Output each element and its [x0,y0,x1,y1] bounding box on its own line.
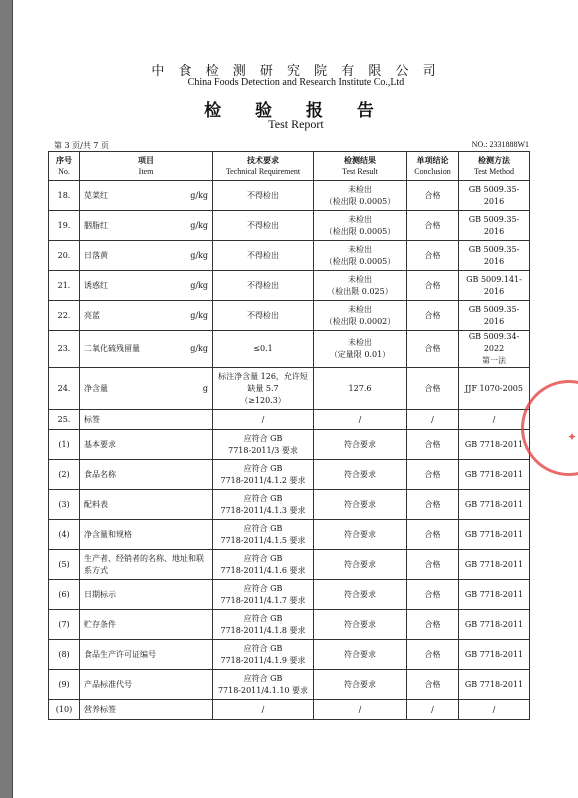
cell-requirement [213,331,314,368]
requirement-line: 7718-2011/4.1.2 要求 [220,475,306,485]
cell-requirement [213,211,314,241]
row-number: (6) [58,589,70,599]
cell-no [49,241,80,271]
item-unit: g [202,383,208,393]
item-unit: g/kg [190,220,208,230]
cell-method [459,700,530,720]
cell-conclusion [407,181,459,211]
row-number: (7) [58,619,70,629]
row-number: (9) [58,679,70,689]
row-number: (8) [58,649,70,659]
report-page [12,0,578,798]
table-row [49,670,530,700]
conclusion-text: 合格 [424,250,441,260]
conclusion-text: 合格 [424,649,441,659]
requirement-line: 缺量 5.7 [247,383,279,393]
cell-method [459,640,530,670]
result-line: （检出限 0.0002） [324,316,396,326]
col-header-method: 检测方法 Test Method [459,152,530,181]
result-line: 符合要求 [344,529,376,539]
item-name: 食品生产许可证编号 [84,649,156,659]
result-line: 未检出 [348,274,372,284]
row-number: 18. [57,190,71,200]
cell-conclusion [407,550,459,580]
requirement-line: 应符合 GB [243,463,283,473]
item-name: 净含量和规格 [84,529,132,539]
item-name: 二氧化硫残留量 [84,344,140,353]
table-row [49,331,530,368]
method-line: GB 7718-2011 [464,589,524,599]
cell-conclusion [407,211,459,241]
cell-no [49,520,80,550]
cell-no [49,580,80,610]
cell-method [459,331,530,368]
item-name: 基本要求 [84,439,116,449]
conclusion-text: 合格 [424,344,441,353]
cell-item [80,580,213,610]
result-line: 未检出 [348,304,372,314]
cell-result [314,430,407,460]
item-name: 亮蓝 [84,310,100,320]
requirement-line: / [261,704,265,714]
cell-conclusion [407,430,459,460]
result-line: / [358,704,362,714]
requirement-line: 不得检出 [247,220,279,230]
item-name: 生产者、经销者的名称、地址和联系方式 [84,553,204,575]
row-number: 19. [57,220,71,230]
conclusion-text: 合格 [424,679,441,689]
result-line: （检出限 0.025） [327,286,393,296]
item-name: 日期标示 [84,589,116,599]
cell-conclusion [407,640,459,670]
requirement-line: 不得检出 [247,310,279,320]
conclusion-text: 合格 [424,529,441,539]
table-row [49,430,530,460]
cell-no [49,410,80,430]
conclusion-text: 合格 [424,499,441,509]
cell-no [49,271,80,301]
requirement-line: 7718-2011/4.1.6 要求 [220,565,306,575]
method-line: GB 7718-2011 [464,499,524,509]
cell-conclusion [407,520,459,550]
cell-requirement [213,430,314,460]
method-line: GB 7718-2011 [464,529,524,539]
cell-requirement [213,181,314,211]
requirement-line: 7718-2011/4.1.7 要求 [220,595,306,605]
requirement-line: 应符合 GB [243,643,283,653]
table-header-row [49,152,530,181]
item-name: 苋菜红 [84,190,108,200]
cell-no [49,430,80,460]
requirement-line: 不得检出 [247,190,279,200]
method-line: GB 5009.35-2016 [468,214,520,236]
report-number: NO.: 2331888W1 [471,140,529,149]
method-line: GB 5009.35-2016 [468,304,520,326]
requirement-line: 7718-2011/4.1.5 要求 [220,535,306,545]
requirement-line: 应符合 GB [243,493,283,503]
conclusion-text: / [431,704,434,714]
item-unit: g/kg [190,190,208,200]
method-line: GB 5009.34-2022 [468,332,520,353]
cell-method [459,241,530,271]
item-name: 诱惑红 [84,280,108,290]
table-row [49,460,530,490]
cell-conclusion [407,610,459,640]
result-line: 符合要求 [344,619,376,629]
cell-item [80,301,213,331]
table-row [49,550,530,580]
cell-item [80,700,213,720]
conclusion-text: 合格 [424,589,441,599]
result-line: / [358,414,362,424]
requirement-line: 应符合 GB [243,523,283,533]
method-line: GB 7718-2011 [464,469,524,479]
conclusion-text: 合格 [424,439,441,449]
item-name: 日落黄 [84,250,108,260]
cell-no [49,331,80,368]
cell-requirement [213,241,314,271]
cell-item [80,241,213,271]
col-header-result: 检测结果 Test Result [314,152,407,181]
cell-method [459,271,530,301]
cell-item [80,410,213,430]
method-line: 第一法 [482,356,506,365]
col-header-requirement: 技术要求 Technical Requirement [213,152,314,181]
cell-requirement [213,368,314,410]
method-line: GB 7718-2011 [464,559,524,569]
requirement-line: ≤0.1 [253,344,273,353]
result-line: 符合要求 [344,589,376,599]
conclusion-text: 合格 [424,619,441,629]
method-line: / [492,704,496,714]
result-line: （检出限 0.0005） [324,256,396,266]
cell-result [314,550,407,580]
cell-no [49,368,80,410]
cell-requirement [213,301,314,331]
conclusion-text: 合格 [424,310,441,320]
report-title-en: Test Report [268,117,324,131]
cell-conclusion [407,241,459,271]
cell-method [459,610,530,640]
row-number: (4) [58,529,70,539]
col-header-item: 项目 Item [80,152,213,181]
requirement-line: 应符合 GB [243,673,283,683]
table-row [49,301,530,331]
cell-result [314,368,407,410]
row-number: (3) [58,499,70,509]
table-row [49,700,530,720]
cell-item [80,610,213,640]
cell-method [459,550,530,580]
cell-method [459,211,530,241]
table-row [49,181,530,211]
cell-item [80,670,213,700]
conclusion-text: 合格 [424,280,441,290]
cell-method [459,490,530,520]
cell-result [314,301,407,331]
result-line: （定量限 0.01） [329,350,391,359]
cell-result [314,490,407,520]
conclusion-text: 合格 [424,469,441,479]
method-line: GB 7718-2011 [464,649,524,659]
cell-method [459,301,530,331]
cell-result [314,211,407,241]
result-line: 符合要求 [344,439,376,449]
cell-result [314,640,407,670]
cell-conclusion [407,700,459,720]
requirement-line: 7718-2011/4.1.10 要求 [217,685,309,695]
item-unit: g/kg [190,344,208,353]
cell-result [314,610,407,640]
cell-item [80,368,213,410]
row-number: 24. [57,383,71,393]
cell-method [459,580,530,610]
requirement-line: 不得检出 [247,250,279,260]
requirement-line: / [261,414,265,424]
requirement-line: 应符合 GB [243,613,283,623]
cell-no [49,211,80,241]
requirement-line: 应符合 GB [243,433,283,443]
row-number: 22. [57,310,71,320]
conclusion-text: 合格 [424,559,441,569]
result-line: 127.6 [348,383,372,393]
item-unit: g/kg [190,310,208,320]
page-indicator: 第 3 页/共 7 页 [54,141,110,150]
cell-method [459,460,530,490]
cell-method [459,520,530,550]
requirement-line: 7718-2011/4.1.8 要求 [220,625,306,635]
item-name: 产品标准代号 [84,679,132,689]
cell-requirement [213,610,314,640]
row-number: (10) [55,704,73,714]
cell-item [80,490,213,520]
table-row [49,640,530,670]
cell-method [459,410,530,430]
cell-result [314,700,407,720]
cell-no [49,700,80,720]
item-name: 胭脂红 [84,220,108,230]
cell-result [314,241,407,271]
cell-no [49,640,80,670]
cell-result [314,271,407,301]
cell-method [459,670,530,700]
cell-no [49,670,80,700]
row-number: (5) [58,559,70,569]
result-line: 符合要求 [344,649,376,659]
requirement-line: 7718-2011/4.1.9 要求 [220,655,306,665]
requirement-line: （≥120.3） [240,395,286,405]
requirement-line: 标注净含量 126，允许短 [218,371,308,381]
item-name: 配料表 [84,499,108,509]
cell-result [314,670,407,700]
table-row [49,520,530,550]
requirement-line: 不得检出 [247,280,279,290]
cell-result [314,181,407,211]
table-row [49,490,530,520]
table-row [49,368,530,410]
cell-item [80,640,213,670]
item-name: 标签 [84,414,100,424]
cell-no [49,460,80,490]
result-line: 符合要求 [344,679,376,689]
cell-item [80,181,213,211]
seal-mark-icon: ✦ [566,430,577,444]
result-line: （检出限 0.0005） [324,226,396,236]
method-line: GB 7718-2011 [464,439,524,449]
cell-requirement [213,580,314,610]
cell-method [459,430,530,460]
cell-requirement [213,700,314,720]
cell-result [314,520,407,550]
conclusion-text: 合格 [424,383,441,393]
item-name: 营养标签 [84,704,116,714]
item-name: 贮存条件 [84,619,116,629]
item-name: 净含量 [84,383,108,393]
result-line: 符合要求 [344,469,376,479]
conclusion-text: 合格 [424,190,441,200]
method-line: GB 7718-2011 [464,679,524,689]
results-table [48,151,530,720]
cell-requirement [213,640,314,670]
method-line: GB 5009.35-2016 [468,184,520,206]
table-row [49,410,530,430]
row-number: 25. [57,414,71,424]
row-number: (1) [58,439,70,449]
col-header-conclusion: 单项结论 Conclusion [407,152,459,181]
conclusion-text: 合格 [424,220,441,230]
cell-conclusion [407,460,459,490]
result-line: 未检出 [348,214,372,224]
cell-conclusion [407,490,459,520]
cell-no [49,301,80,331]
method-line: GB 7718-2011 [464,619,524,629]
cell-item [80,460,213,490]
cell-item [80,520,213,550]
cell-requirement [213,460,314,490]
requirement-line: 应符合 GB [243,583,283,593]
cell-item [80,211,213,241]
row-number: 23. [57,344,71,353]
cell-requirement [213,271,314,301]
item-name: 食品名称 [84,469,116,479]
row-number: 20. [57,250,71,260]
cell-item [80,550,213,580]
cell-result [314,580,407,610]
cell-method [459,368,530,410]
table-row [49,211,530,241]
org-name-en: China Foods Detection and Research Institute Co.,Ltd [187,77,405,88]
cell-no [49,490,80,520]
requirement-line: 7718-2011/3 要求 [228,445,298,455]
result-line: 未检出 [348,244,372,254]
org-name-cn: 中 食 检 测 研 究 院 有 限 公 司 [151,64,441,79]
cell-item [80,271,213,301]
table-row [49,241,530,271]
cell-no [49,550,80,580]
cell-conclusion [407,580,459,610]
requirement-line: 应符合 GB [243,553,283,563]
cell-conclusion [407,271,459,301]
result-line: 未检出 [348,338,372,347]
cell-no [49,610,80,640]
cell-item [80,331,213,368]
cell-result [314,331,407,368]
conclusion-text: / [431,414,434,424]
method-line: JJF 1070-2005 [465,383,523,393]
cell-item [80,430,213,460]
method-line: GB 5009.35-2016 [468,244,520,266]
cell-requirement [213,490,314,520]
table-row [49,271,530,301]
result-line: 符合要求 [344,499,376,509]
item-unit: g/kg [190,250,208,260]
cell-result [314,460,407,490]
cell-requirement [213,670,314,700]
method-line: GB 5009.141-2016 [466,274,522,296]
cell-requirement [213,550,314,580]
requirement-line: 7718-2011/4.1.3 要求 [220,505,306,515]
method-line: / [492,414,496,424]
result-line: 符合要求 [344,559,376,569]
item-unit: g/kg [190,280,208,290]
col-header-no: 序号 No. [49,152,80,181]
table-row [49,610,530,640]
cell-conclusion [407,331,459,368]
cell-conclusion [407,670,459,700]
cell-method [459,181,530,211]
result-line: （检出限 0.0005） [324,196,396,206]
cell-requirement [213,410,314,430]
result-line: 未检出 [348,184,372,194]
cell-result [314,410,407,430]
row-number: 21. [57,280,71,290]
cell-conclusion [407,368,459,410]
cell-conclusion [407,301,459,331]
row-number: (2) [58,469,70,479]
cell-no [49,181,80,211]
report-title-cn: 检 验 报 告 [204,101,388,121]
cell-conclusion [407,410,459,430]
table-row [49,580,530,610]
cell-requirement [213,520,314,550]
